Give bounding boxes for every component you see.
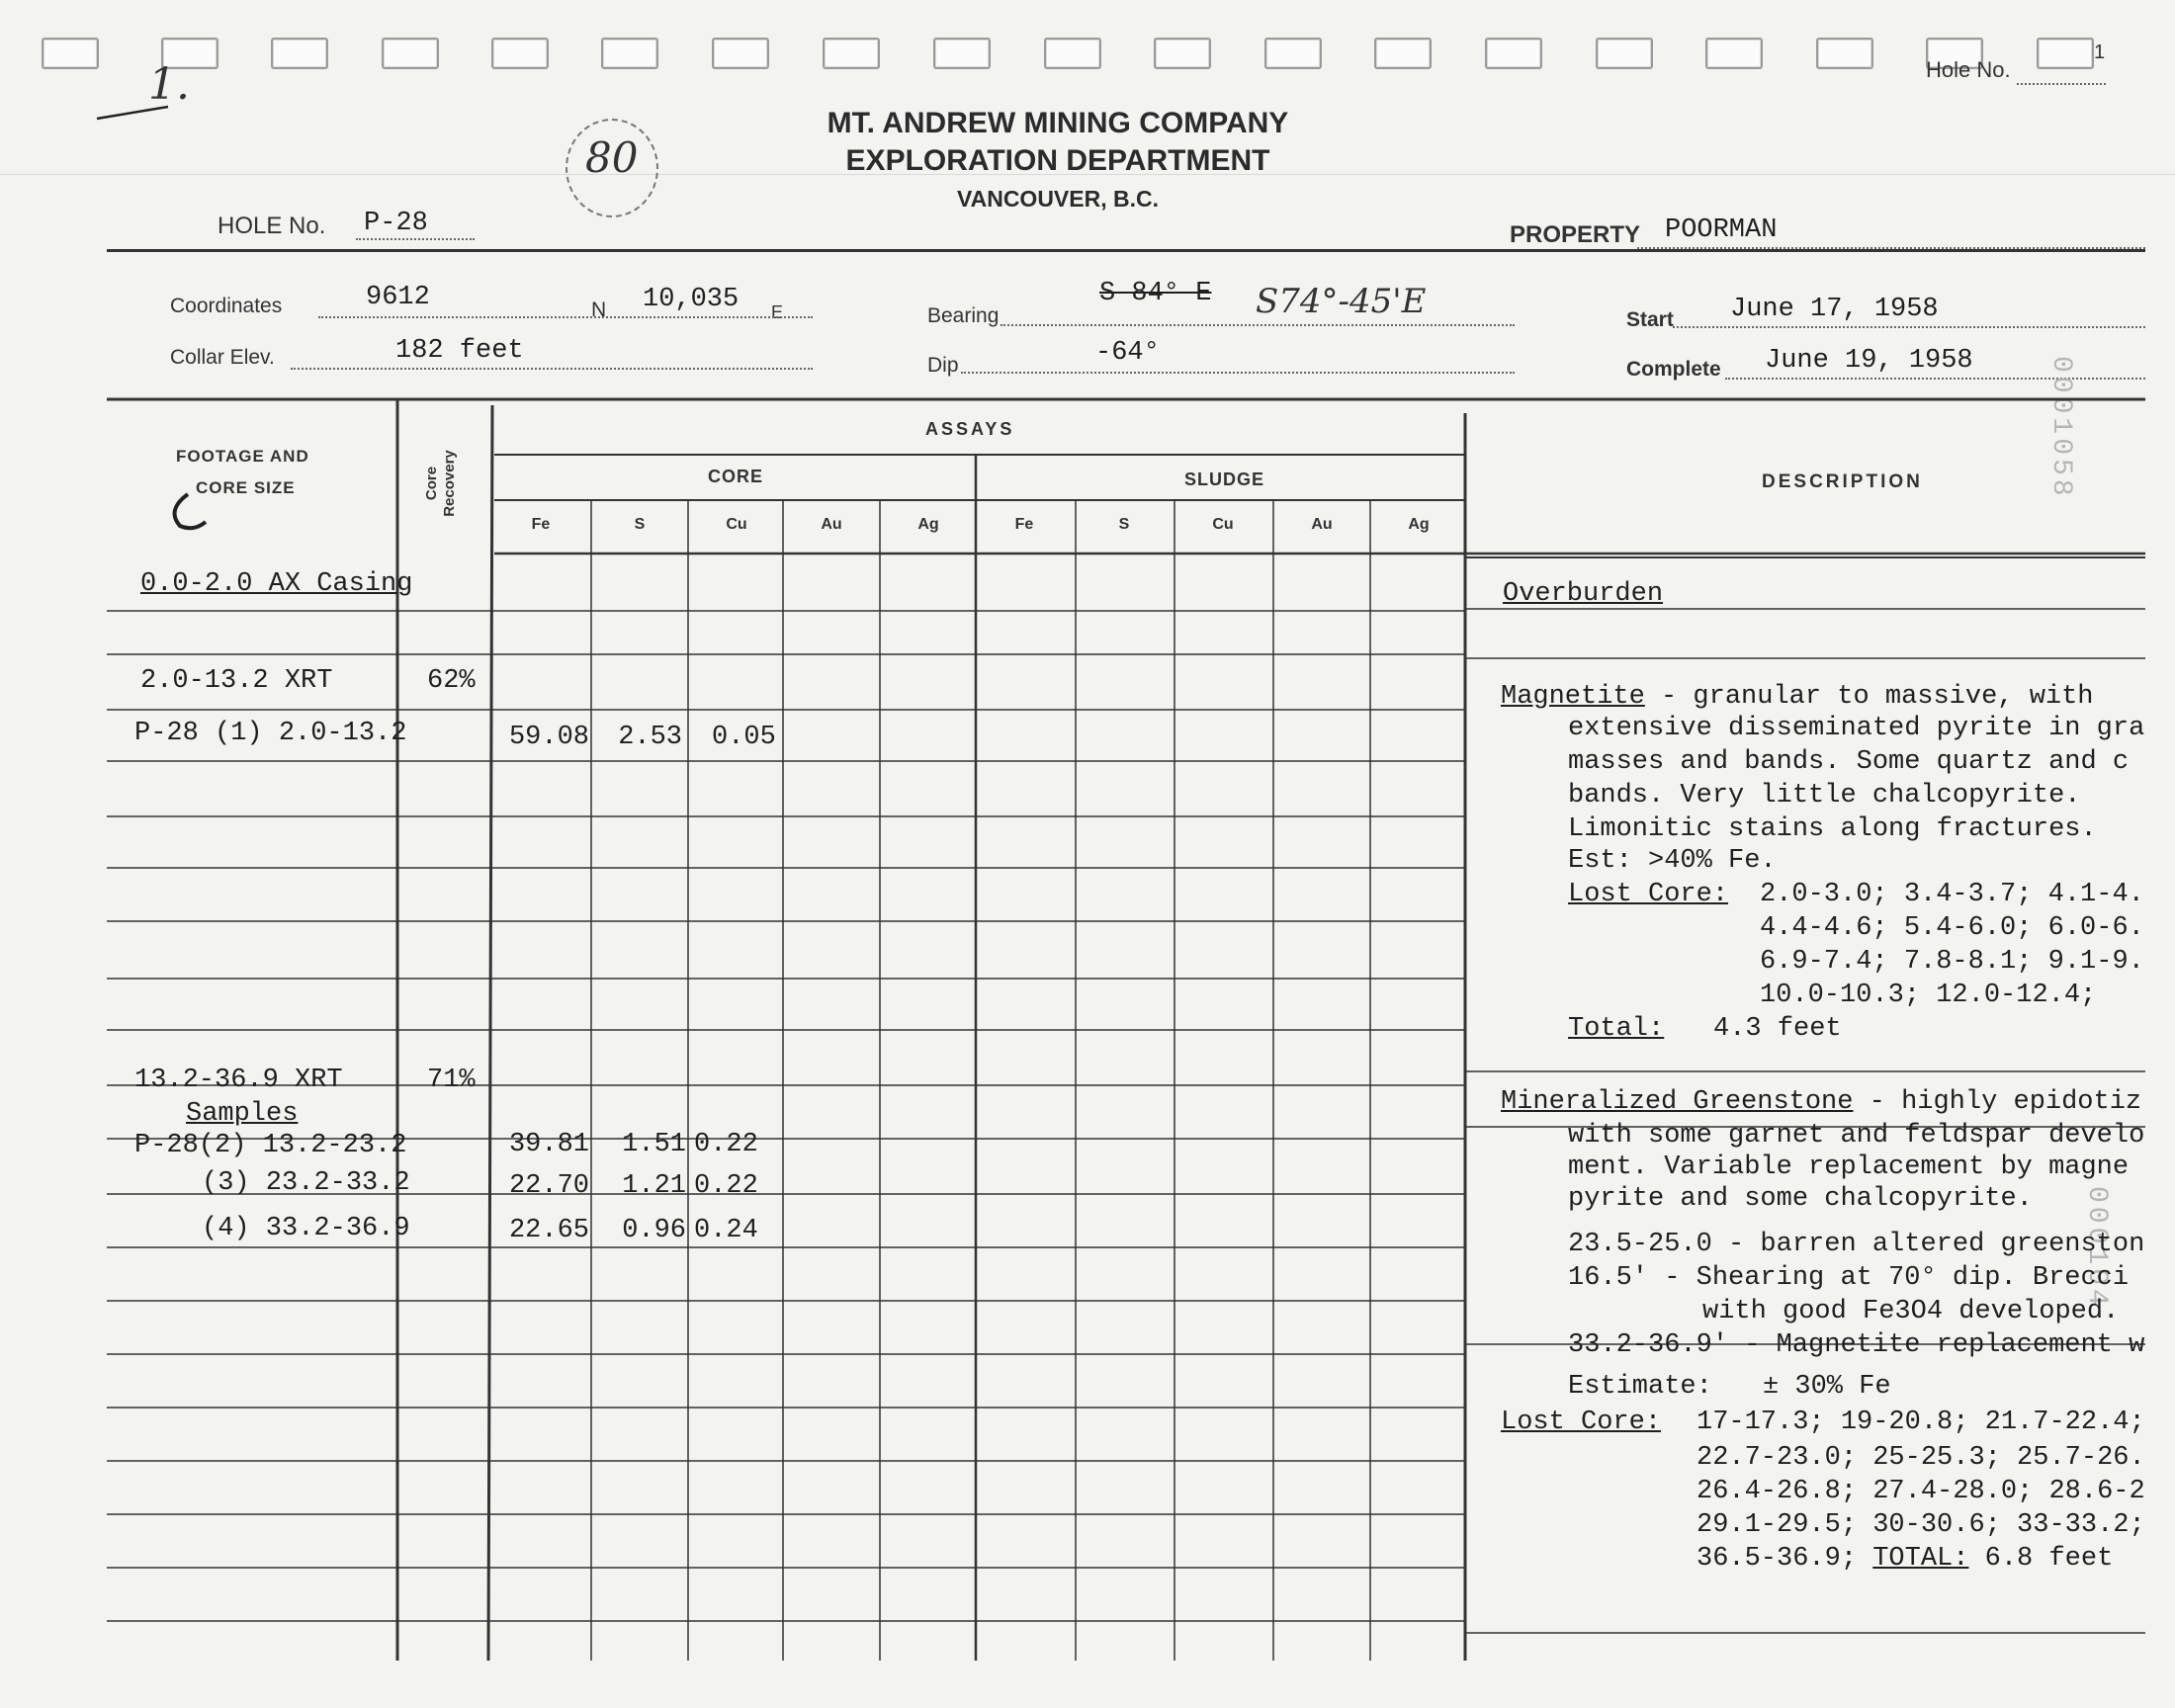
assay-row2-cu: 0.22 bbox=[694, 1130, 758, 1159]
col-core-ag: Ag bbox=[917, 516, 939, 533]
desc-magnetite-line6: Est: >40% Fe. bbox=[1568, 846, 1777, 876]
hole-no-label: Hole No. bbox=[1926, 57, 2011, 82]
collar-value: 182 feet bbox=[395, 336, 524, 366]
desc-greenstone-title: Mineralized Greenstone bbox=[1501, 1087, 1854, 1117]
e-label: E bbox=[771, 302, 784, 322]
assays-header: ASSAYS bbox=[925, 419, 1015, 439]
description-header: DESCRIPTION bbox=[1762, 471, 1923, 492]
col-core-cu: Cu bbox=[726, 516, 747, 533]
desc-lost-core-line2: 4.4-4.6; 5.4-6.0; 6.0-6. bbox=[1760, 913, 2144, 943]
col-sludge-cu: Cu bbox=[1212, 516, 1234, 533]
bearing-typed: S 84° E bbox=[1099, 279, 1212, 308]
col-sludge-ag: Ag bbox=[1408, 516, 1430, 533]
desc-lost-core2-label: Lost Core: bbox=[1501, 1408, 1662, 1437]
property-label: PROPERTY bbox=[1510, 221, 1641, 248]
page-mark: 80 bbox=[585, 133, 639, 182]
margin-stamp-bottom: 000104 bbox=[2081, 1186, 2112, 1310]
desc-total-label: Total: bbox=[1568, 1014, 1665, 1044]
desc-lost-core2-line4: 29.1-29.5; 30-30.6; 33-33.2; bbox=[1696, 1510, 2145, 1540]
col-sludge-s: S bbox=[1118, 516, 1130, 533]
col-core-s: S bbox=[634, 516, 646, 533]
desc-lost-core-label: Lost Core: bbox=[1568, 880, 1729, 909]
desc-lost-core-line3: 6.9-7.4; 7.8-8.1; 9.1-9. bbox=[1760, 947, 2144, 977]
complete-value: June 19, 1958 bbox=[1765, 346, 1973, 376]
desc-lost-core2-line5a: 36.5-36.9; bbox=[1696, 1544, 1858, 1574]
desc-greenstone-line4: pyrite and some chalcopyrite. bbox=[1568, 1184, 2033, 1214]
desc-total-value: 4.3 feet bbox=[1713, 1014, 1842, 1044]
desc-lost-core2-line2: 22.7-23.0; 25-25.3; 25.7-26. bbox=[1696, 1443, 2145, 1473]
desc-note-barren: 23.5-25.0 - barren altered greenston bbox=[1568, 1230, 2145, 1259]
footage-interval-1: 2.0-13.2 XRT bbox=[140, 666, 333, 696]
margin-stamp-top: 0001058 bbox=[2045, 356, 2076, 500]
start-value: June 17, 1958 bbox=[1730, 295, 1939, 324]
core-size-header: CORE SIZE bbox=[196, 478, 296, 497]
desc-magnetite-line2: extensive disseminated pyrite in gra bbox=[1568, 714, 2145, 743]
col-sludge-au: Au bbox=[1311, 516, 1333, 533]
assay-row4-fe: 22.65 bbox=[508, 1216, 589, 1245]
sample-3: (3) 23.2-33.2 bbox=[202, 1168, 410, 1198]
assay-row2-fe: 39.81 bbox=[508, 1130, 589, 1159]
assay-row4-s: 0.96 bbox=[622, 1216, 686, 1245]
start-label: Start bbox=[1626, 308, 1674, 331]
desc-magnetite-title: Magnetite bbox=[1501, 682, 1645, 712]
assay-row1-s: 2.53 bbox=[618, 723, 682, 752]
desc-estimate-label: Estimate: bbox=[1568, 1372, 1712, 1402]
desc-overburden: Overburden bbox=[1503, 579, 1664, 609]
assay-row1-fe: 59.08 bbox=[508, 723, 589, 752]
assay-row2-s: 1.51 bbox=[622, 1130, 686, 1159]
desc-lost-core2-line1: 17-17.3; 19-20.8; 21.7-22.4; bbox=[1696, 1408, 2145, 1437]
desc-greenstone-heading bbox=[1501, 1087, 2141, 1117]
desc-note-shearing: 16.5' - Shearing at 70° dip. Brecci bbox=[1568, 1263, 2130, 1293]
collar-label: Collar Elev. bbox=[170, 346, 275, 369]
assay-row1-cu: 0.05 bbox=[712, 723, 776, 752]
footage-interval-2: 13.2-36.9 XRT bbox=[134, 1066, 343, 1095]
core-header: CORE bbox=[708, 467, 764, 486]
desc-greenstone-line2: with some garnet and feldspar develo bbox=[1568, 1121, 2145, 1151]
desc-magnetite-line3: masses and bands. Some quartz and c bbox=[1568, 747, 2130, 777]
col-sludge-fe: Fe bbox=[1014, 516, 1034, 533]
hole-value: P-28 bbox=[364, 209, 428, 238]
dip-label: Dip bbox=[927, 354, 959, 377]
hole-label: HOLE No. bbox=[218, 213, 326, 239]
core-recovery-line2: Recovery bbox=[441, 450, 458, 517]
coordinate-e-value: 10,035 bbox=[643, 285, 740, 314]
desc-lost-core2-line5 bbox=[1696, 1544, 2113, 1574]
sludge-header: SLUDGE bbox=[1184, 470, 1265, 489]
hole-no-value: 1 bbox=[2094, 42, 2106, 63]
samples-label: Samples bbox=[186, 1099, 299, 1129]
corner-mark: 1. bbox=[148, 59, 190, 110]
sample-1: P-28 (1) 2.0-13.2 bbox=[134, 719, 407, 748]
assay-row3-cu: 0.22 bbox=[694, 1171, 758, 1201]
assay-row3-s: 1.21 bbox=[622, 1171, 686, 1201]
desc-magnetite-heading bbox=[1501, 682, 2094, 712]
desc-lost-core-line4: 10.0-10.3; 12.0-12.4; bbox=[1760, 981, 2097, 1010]
company-title: MT. ANDREW MINING COMPANY bbox=[826, 107, 1289, 139]
bearing-label: Bearing bbox=[927, 304, 1000, 327]
desc-note-fe3o4: with good Fe3O4 developed. bbox=[1702, 1297, 2120, 1326]
col-core-au: Au bbox=[821, 516, 842, 533]
assay-row3-fe: 22.70 bbox=[508, 1171, 589, 1201]
desc-estimate-value: ± 30% Fe bbox=[1763, 1372, 1891, 1402]
footage-header: FOOTAGE AND bbox=[176, 447, 309, 466]
col-core-fe: Fe bbox=[531, 516, 551, 533]
dip-value: -64° bbox=[1095, 338, 1160, 368]
core-recovery-2: 71% bbox=[427, 1066, 476, 1095]
desc-lost-core2-line3: 26.4-26.8; 27.4-28.0; 28.6-2 bbox=[1696, 1477, 2145, 1506]
desc-magnetite-line4: bands. Very little chalcopyrite. bbox=[1568, 781, 2081, 811]
complete-label: Complete bbox=[1626, 358, 1721, 381]
desc-magnetite-line1: - granular to massive, with bbox=[1644, 682, 2094, 712]
desc-lost-core2-total-label: TOTAL: bbox=[1872, 1544, 1969, 1574]
core-recovery-header bbox=[397, 425, 494, 544]
department-title: EXPLORATION DEPARTMENT bbox=[845, 144, 1270, 177]
coordinate-n-value: 9612 bbox=[366, 283, 430, 312]
core-recovery-line1: Core bbox=[423, 466, 440, 501]
desc-greenstone-line1: - highly epidotiz bbox=[1853, 1087, 2142, 1117]
sample-4: (4) 33.2-36.9 bbox=[202, 1214, 410, 1243]
city-title: VANCOUVER, B.C. bbox=[956, 186, 1160, 212]
footage-casing: 0.0-2.0 AX Casing bbox=[140, 569, 413, 599]
bearing-handwritten: S74°-45'E bbox=[1256, 282, 1427, 321]
property-value: POORMAN bbox=[1665, 215, 1778, 245]
desc-magnetite-line5: Limonitic stains along fractures. bbox=[1568, 814, 2097, 844]
desc-greenstone-line3: ment. Variable replacement by magne bbox=[1568, 1153, 2130, 1182]
sample-2: P-28(2) 13.2-23.2 bbox=[134, 1131, 407, 1160]
assay-row4-cu: 0.24 bbox=[694, 1216, 758, 1245]
n-label: N bbox=[591, 299, 607, 321]
desc-note-magnetite: 33.2-36.9' - Magnetite replacement w bbox=[1568, 1330, 2145, 1360]
core-recovery-1: 62% bbox=[427, 666, 476, 696]
coordinates-label: Coordinates bbox=[170, 295, 283, 317]
desc-lost-core-line1: 2.0-3.0; 3.4-3.7; 4.1-4. bbox=[1760, 880, 2144, 909]
desc-lost-core2-total-value: 6.8 feet bbox=[1984, 1544, 2114, 1574]
